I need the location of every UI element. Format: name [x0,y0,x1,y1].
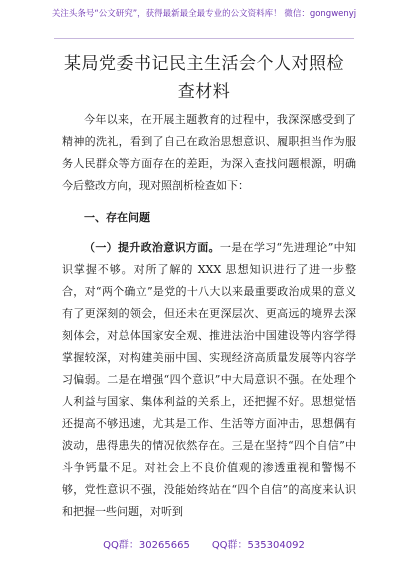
document-body [62,109,356,523]
footer-qq-group-1: QQ群：30265665 [103,540,190,551]
footer-qq-group-2: QQ群：535304092 [211,540,305,551]
header-banner [0,8,408,20]
section-heading: 一、存在问题 [84,211,150,224]
intro-paragraph: 今年以来，在开展主题教育的过程中，我深深感受到了精神的洗礼，看到了自己在政治思想意识、履职担当作为服务人民群众等方面存在的差距，为深入查找问题根源，明确今后整改方向，现对照剖析检查如下： [62,113,356,192]
item-paragraph [62,237,356,523]
header-divider [54,38,354,39]
footer [0,536,408,551]
document-title: 某局党委书记民主生活会个人对照检查材料 [64,54,344,102]
item-text: 一是在学习“先进理论”中知识掌握不够。对所了解的 XXX 思想知识进行了进一步整合，对“两个确立”是党的十八大以来最重要政治成果的意义有了更深刻的领会，但还未在更深层次、更高远的境界去深刻体会，对总体国家安全观、推进法治中国建设等内容学得掌握较深，对构建美丽中国、实现经济高质量发展等内容学习偏弱。二是在增强“四个意识”中大局意识不强。在处理个人利益与国家、集体利益的关系上，还把握不好。思想觉悟还提高不够迅速，尤其是工作、生活等方面冲击，思想偶有波动，患得患失的情况依然存在。三是在坚持“四个自信”中斗争钙量不足。对社会上不良价值观的渗透重视和警惕不够，党性意识不强，没能始终站在“四个自信”的高度来认识和把握一些问题，对听到 [62,241,356,518]
item-heading: （一）提升政治意识方面。 [84,241,220,254]
header-line: 关注头条号“公文研究”，获得最新最全最专业的公文资料库！ 微信：gongwenyj [51,9,357,19]
